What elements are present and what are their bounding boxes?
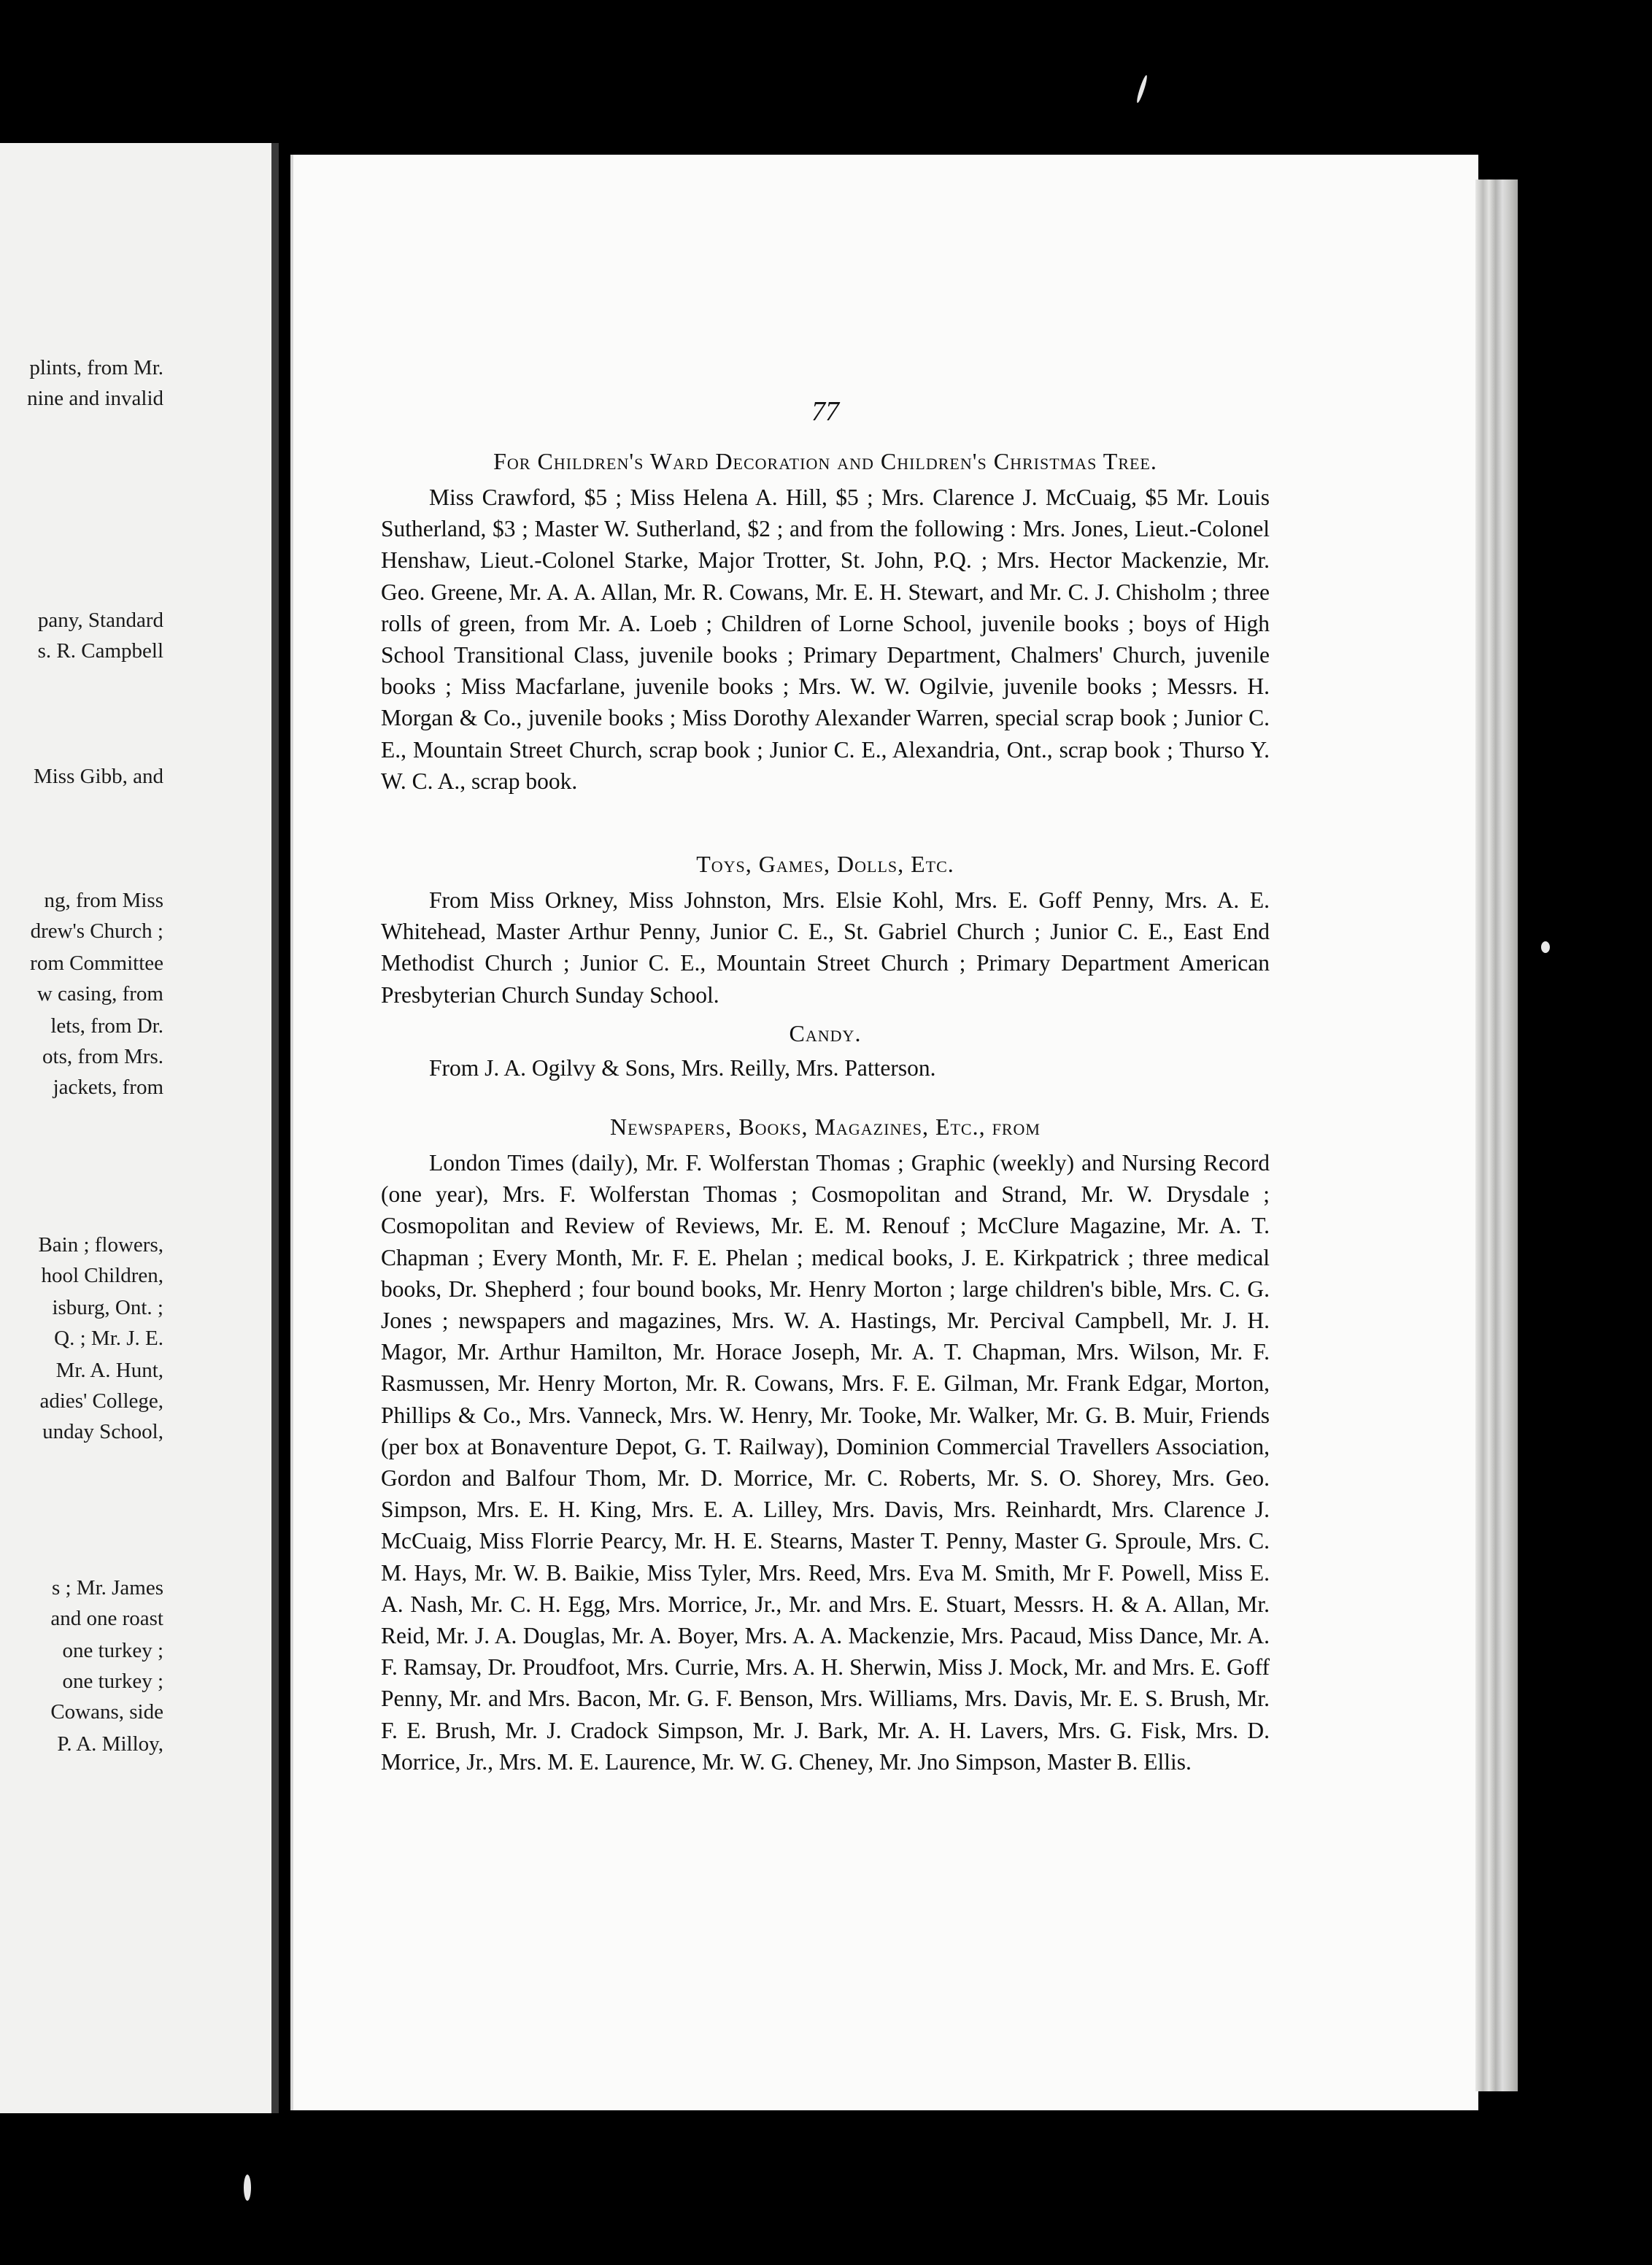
scan-artifact-mark (1541, 941, 1550, 953)
left-page-line: Cowans, side (50, 1700, 163, 1724)
left-page (0, 143, 279, 2113)
left-page-line: rom Committee (30, 952, 163, 975)
left-page-line: Bain ; flowers, (38, 1233, 163, 1257)
page-number: 77 (811, 396, 839, 427)
left-page-line: one turkey ; (62, 1639, 163, 1662)
section-heading-decoration: For Children's Ward Decoration and Children's Christmas Tree. (493, 448, 1157, 474)
left-page-line: ots, from Mrs. (42, 1045, 163, 1068)
section-heading-toys: Toys, Games, Dolls, Etc. (696, 851, 954, 877)
left-page-line: adies' College, (39, 1389, 163, 1413)
page-stack-edge (1475, 180, 1518, 2091)
left-page-line: ng, from Miss (44, 889, 163, 912)
left-page-line: unday School, (42, 1420, 163, 1443)
left-page-line: plints, from Mr. (29, 356, 163, 379)
left-page-line: jackets, from (53, 1076, 163, 1099)
left-page-line: isburg, Ont. ; (52, 1296, 163, 1319)
section-paragraph-decoration: Miss Crawford, $5 ; Miss Helena A. Hill, $5 ; Mrs. Clarence J. McCuaig, $5 Mr. Louis Sutherland, $3 ; Master W. Sutherland, $2 ; and from the following : Mrs. Jones, Lieut.-Colonel Henshaw, Lieut.-Colonel Starke, Major Trotter, St. John, P.Q. ; Mrs. Hector Mackenzie, Mr. Geo. Greene, Mr. A. A. Allan, Mr. R. Cowans, Mr. E. H. Stewart, and Mr. C. J. Chisholm ; three rolls of green, from Mr. A. Loeb ; Children of Lorne School, juvenile books ; boys of High School Transitional Class, juvenile books ; Primary Department, Chalmers' Church, juvenile books ; Miss Macfarlane, juvenile books ; Mrs. W. W. Ogilvie, juvenile books ; Messrs. H. Morgan & Co., juvenile books ; Miss Dorothy Alexander Warren, special scrap book ; Junior C. E., Mountain Street Church, scrap book ; Junior C. E., Alexandria, Ont., scrap book ; Thurso Y. W. C. A., scrap book. (381, 485, 1270, 794)
left-page-line: nine and invalid (27, 387, 163, 410)
left-page-line: s. R. Campbell (37, 639, 163, 663)
left-page-line: drew's Church ; (30, 919, 163, 943)
left-page-line: hool Children, (41, 1264, 163, 1287)
section-heading-candy: Candy. (789, 1020, 862, 1046)
left-page-line: Miss Gibb, and (33, 765, 163, 788)
left-page-line: s ; Mr. James (51, 1576, 163, 1600)
left-page-line: w casing, from (36, 982, 163, 1006)
left-page-line: Q. ; Mr. J. E. (54, 1327, 163, 1350)
section-paragraph-candy: From J. A. Ogilvy & Sons, Mrs. Reilly, Mrs. Patterson. (429, 1055, 936, 1081)
left-page-line: one turkey ; (62, 1670, 163, 1693)
left-page-line: and one roast (50, 1607, 163, 1630)
left-page-line: lets, from Dr. (50, 1014, 163, 1038)
section-paragraph-newspapers: London Times (daily), Mr. F. Wolferstan Thomas ; Graphic (weekly) and Nursing Record (one year), Mrs. F. Wolferstan Thomas ; Cosmopolitan and Strand, Mr. W. Drysdale ; Cosmopolitan and Review of Reviews, Mr. E. M. Renouf ; McClure Magazine, Mr. A. T. Chapman ; Every Month, Mr. F. E. Phelan ; medical books, J. E. Kirkpatrick ; three medical books, Dr. Shepherd ; four bound books, Mr. Henry Morton ; large children's bible, Mrs. C. G. Jones ; newspapers and magazines, Mrs. W. A. Hastings, Mr. Percival Campbell, Mr. J. H. Magor, Mr. Arthur Hamilton, Mr. Horace Joseph, Mr. A. T. Chapman, Mrs. Wilson, Mr. F. Rasmussen, Mr. Henry Morton, Mr. R. Cowans, Mrs. F. E. Gilman, Mr. Frank Edgar, Morton, Phillips & Co., Mrs. Vanneck, Mrs. W. Henry, Mr. Tooke, Mr. Walker, Mr. G. B. Muir, Friends (per box at Bonaventure Depot, G. T. Railway), Dominion Commercial Travellers Association, Gordon and Balfour Thom, Mr. D. Morrice, Mr. C. Roberts, Mr. S. O. Shorey, Mrs. Geo. Simpson, Mrs. E. H. King, Mrs. E. A. Lilley, Mrs. Davis, Mrs. Reinhardt, Mrs. Clarence J. McCuaig, Miss Florrie Pearcy, Mr. H. E. Stearns, Master T. Penny, Master G. Sproule, Mrs. C. M. Hays, Mr. W. B. Baikie, Miss Tyler, Mrs. Reed, Mrs. Eva M. Smith, Mr F. Powell, Miss E. A. Nash, Mr. C. H. Egg, Mrs. Morrice, Jr., Mr. and Mrs. E. Stuart, Messrs. H. & A. Allan, Mr. Reid, Mr. J. A. Douglas, Mr. A. Boyer, Mrs. A. A. Mackenzie, Mrs. Pacaud, Miss Dance, Mr. A. F. Ramsay, Dr. Proudfoot, Mrs. Currie, Mrs. A. H. Sherwin, Miss J. Mock, Mr. and Mrs. E. Goff Penny, Mr. and Mrs. Bacon, Mr. G. F. Benson, Mrs. Williams, Mrs. Davis, Mr. E. S. Brush, Mr. F. E. Brush, Mr. J. Cradock Simpson, Mr. J. Bark, Mr. A. H. Lavers, Mrs. G. Fisk, Mrs. D. Morrice, Jr., Mrs. M. E. Laurence, Mr. W. G. Cheney, Mr. Jno Simpson, Master B. Ellis. (381, 1150, 1270, 1775)
scan-artifact-mark (244, 2175, 251, 2201)
left-page-line: P. A. Milloy, (57, 1732, 163, 1756)
left-page-line: pany, Standard (37, 609, 163, 632)
left-page-line: Mr. A. Hunt, (55, 1359, 163, 1382)
scan-artifact-mark (1135, 74, 1149, 104)
section-paragraph-toys: From Miss Orkney, Miss Johnston, Mrs. Elsie Kohl, Mrs. E. Goff Penny, Mrs. A. E. Whitehead, Master Arthur Penny, Junior C. E., St. Gabriel Church ; Junior C. E., East End Methodist Church ; Junior C. E., Mountain Street Church ; Primary Department American Presbyterian Church Sunday School. (381, 887, 1270, 1008)
right-page (290, 155, 1478, 2110)
section-heading-newspapers: Newspapers, Books, Magazines, Etc., from (610, 1114, 1041, 1140)
